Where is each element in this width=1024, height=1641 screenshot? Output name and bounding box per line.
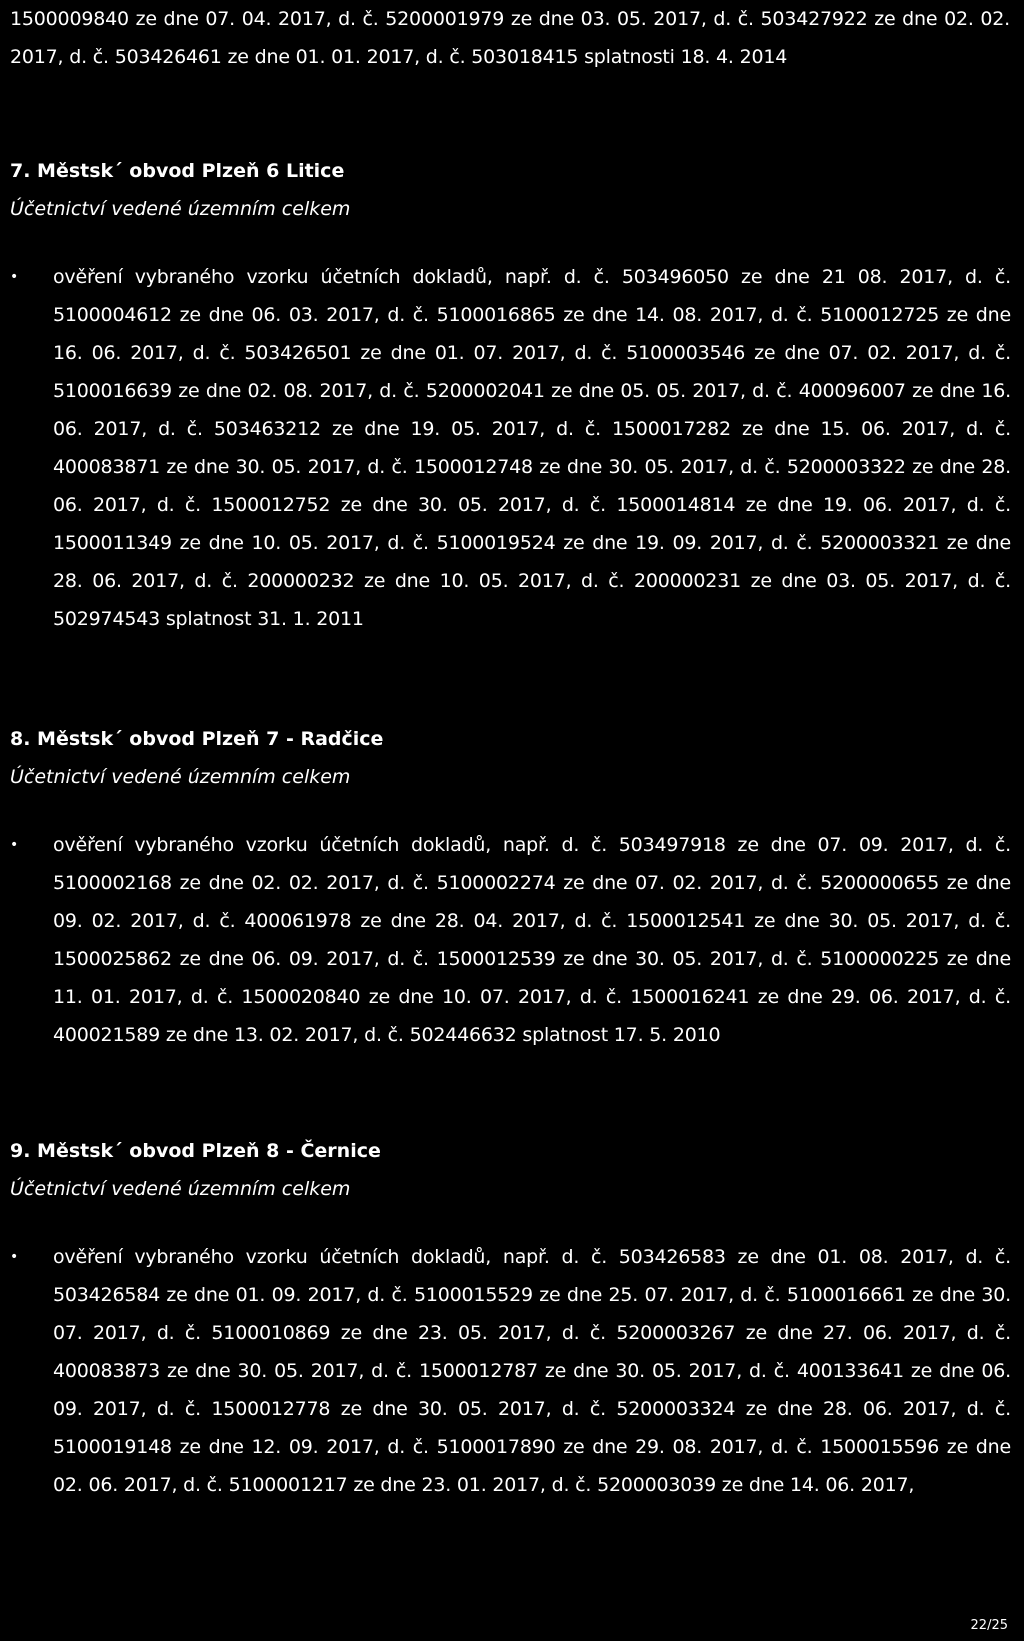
section-subheading: Účetnictví vedené územním celkem [10,1178,351,1200]
section-heading: 7. Městsk´ obvod Plzeň 6 Litice [10,160,345,182]
section-cernice [10,1132,1014,1504]
bullet-item [10,1238,1014,1504]
bullet-item [10,258,1014,638]
section-heading: 8. Městsk´ obvod Plzeň 7 - Radčice [10,728,384,750]
bullet-text: ověření vybraného vzorku účetních dokladů, např. d. č. 503426583 ze dne 01. 08. 2017, d. č. 503426584 ze dne 01. 09. 2017, d. č. 5100015529 ze dne 25. 07. 2017, d. č. 5100016661 ze dne 30. 07. 2017, d. č. 5100010869 ze dne 23. 05. 2017, d. č. 5200003267 ze dne 27. 06. 2017, d. č. 400083873 ze dne 30. 05. 2017, d. č. 1500012787 ze dne 30. 05. 2017, d. č. 400133641 ze dne 06. 09. 2017, d. č. 1500012778 ze dne 30. 05. 2017, d. č. 5200003324 ze dne 28. 06. 2017, d. č. 5100019148 ze dne 12. 09. 2017, d. č. 5100017890 ze dne 29. 08. 2017, d. č. 1500015596 ze dne 02. 06. 2017, d. č. 5100001217 ze dne 23. 01. 2017, d. č. 5200003039 ze dne 14. 06. 2017, [53,1246,1011,1496]
section-radcice [10,720,1014,1054]
section-litice [10,152,1014,638]
bullet-icon: • [10,1249,19,1265]
bullet-text: ověření vybraného vzorku účetních dokladů, např. d. č. 503496050 ze dne 21 08. 2017, d. č. 5100004612 ze dne 06. 03. 2017, d. č. 5100016865 ze dne 14. 08. 2017, d. č. 5100012725 ze dne 16. 06. 2017, d. č. 503426501 ze dne 01. 07. 2017, d. č. 5100003546 ze dne 07. 02. 2017, d. č. 5100016639 ze dne 02. 08. 2017, d. č. 5200002041 ze dne 05. 05. 2017, d. č. 400096007 ze dne 16. 06. 2017, d. č. 503463212 ze dne 19. 05. 2017, d. č. 1500017282 ze dne 15. 06. 2017, d. č. 400083871 ze dne 30. 05. 2017, d. č. 1500012748 ze dne 30. 05. 2017, d. č. 5200003322 ze dne 28. 06. 2017, d. č. 1500012752 ze dne 30. 05. 2017, d. č. 1500014814 ze dne 19. 06. 2017, d. č. 1500011349 ze dne 10. 05. 2017, d. č. 5100019524 ze dne 19. 09. 2017, d. č. 5200003321 ze dne 28. 06. 2017, d. č. 200000232 ze dne 10. 05. 2017, d. č. 200000231 ze dne 03. 05. 2017, d. č. 502974543 splatnost 31. 1. 2011 [53,266,1011,630]
continuation-paragraph: 1500009840 ze dne 07. 04. 2017, d. č. 5200001979 ze dne 03. 05. 2017, d. č. 503427922 ze dne 02. 02. 2017, d. č. 503426461 ze dne 01. 01. 2017, d. č. 503018415 splatnosti 18. 4. 2014 [10,8,1010,68]
section-subheading: Účetnictví vedené územním celkem [10,766,351,788]
bullet-text: ověření vybraného vzorku účetních dokladů, např. d. č. 503497918 ze dne 07. 09. 2017, d. č. 5100002168 ze dne 02. 02. 2017, d. č. 5100002274 ze dne 07. 02. 2017, d. č. 5200000655 ze dne 09. 02. 2017, d. č. 400061978 ze dne 28. 04. 2017, d. č. 1500012541 ze dne 30. 05. 2017, d. č. 1500025862 ze dne 06. 09. 2017, d. č. 1500012539 ze dne 30. 05. 2017, d. č. 5100000225 ze dne 11. 01. 2017, d. č. 1500020840 ze dne 10. 07. 2017, d. č. 1500016241 ze dne 29. 06. 2017, d. č. 400021589 ze dne 13. 02. 2017, d. č. 502446632 splatnost 17. 5. 2010 [53,834,1011,1046]
section-heading: 9. Městsk´ obvod Plzeň 8 - Černice [10,1140,381,1162]
bullet-item [10,826,1014,1054]
section-subheading: Účetnictví vedené územním celkem [10,198,351,220]
bullet-icon: • [10,837,19,853]
page-number: 22/25 [970,1618,1008,1633]
bullet-icon: • [10,269,19,285]
